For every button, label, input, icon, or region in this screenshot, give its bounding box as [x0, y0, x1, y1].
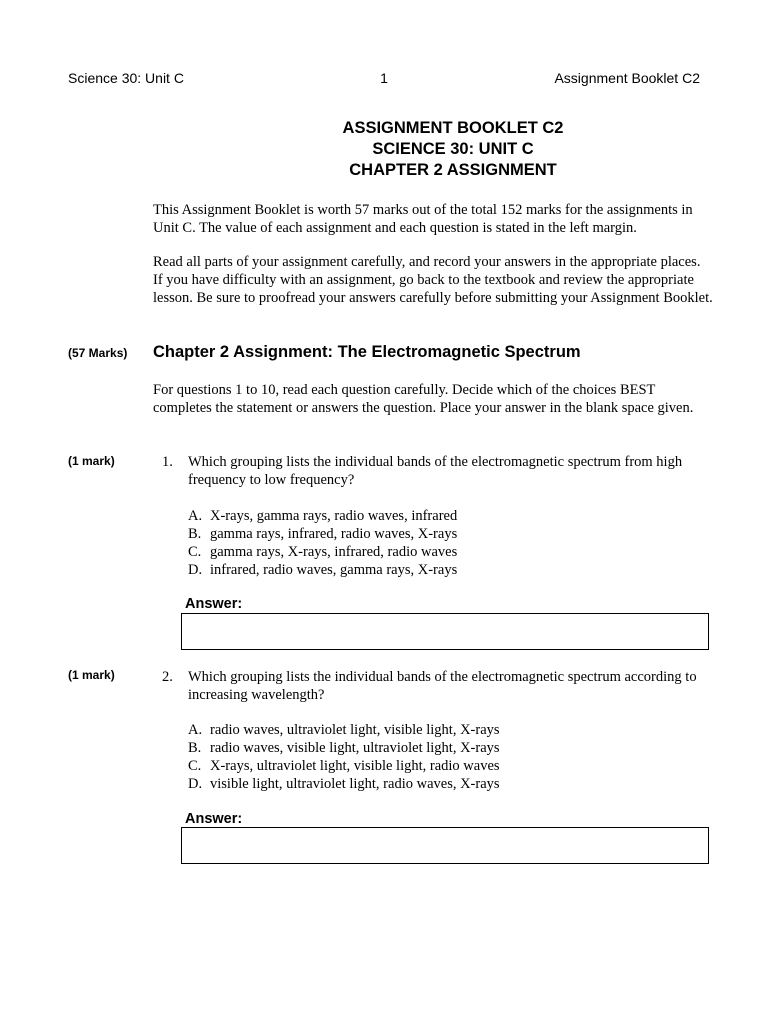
- question-2-choice-d[interactable]: [188, 775, 688, 793]
- choice-text: radio waves, visible light, ultraviolet light, X-rays: [210, 740, 500, 756]
- choice-letter: B.: [188, 740, 202, 756]
- title-line-2: SCIENCE 30: UNIT C: [372, 140, 534, 158]
- question-2-choice-b[interactable]: [188, 739, 688, 757]
- choice-letter: C.: [188, 544, 202, 560]
- question-2-choice-c[interactable]: [188, 757, 688, 775]
- question-1-answer-label: Answer:: [185, 596, 243, 612]
- question-1-choice-d[interactable]: [188, 561, 688, 579]
- question-1-choices: [188, 507, 688, 579]
- question-1-number: 1.: [162, 454, 173, 470]
- intro-paragraph-1: This Assignment Booklet is worth 57 marks out of the total 152 marks for the assignments in Unit C. The value of each assignment and each question is stated in the left margin.: [153, 202, 693, 236]
- choice-text: X-rays, ultraviolet light, visible light, radio waves: [210, 758, 500, 774]
- question-2-answer-field[interactable]: [181, 827, 709, 864]
- choice-letter: A.: [188, 508, 203, 524]
- question-1-choice-a[interactable]: [188, 507, 688, 525]
- choice-text: infrared, radio waves, gamma rays, X-rays: [210, 562, 458, 578]
- question-1-answer-field[interactable]: [181, 613, 709, 650]
- choice-letter: D.: [188, 776, 203, 792]
- section-heading: Chapter 2 Assignment: The Electromagnetic Spectrum: [153, 343, 581, 361]
- question-2-answer-label: Answer:: [185, 811, 243, 827]
- question-1-marks: (1 mark): [68, 454, 115, 468]
- choice-text: radio waves, ultraviolet light, visible light, X-rays: [210, 722, 500, 738]
- choice-text: visible light, ultraviolet light, radio waves, X-rays: [210, 776, 500, 792]
- question-2-marks: (1 mark): [68, 668, 115, 682]
- title-line-1: ASSIGNMENT BOOKLET C2: [342, 119, 564, 137]
- question-1-choice-b[interactable]: [188, 525, 688, 543]
- header-booklet: Assignment Booklet C2: [554, 70, 700, 86]
- choice-letter: B.: [188, 526, 202, 542]
- title-block: [153, 118, 753, 181]
- title-line-3: CHAPTER 2 ASSIGNMENT: [349, 161, 557, 179]
- intro-paragraph-2: Read all parts of your assignment carefully, and record your answers in the appropriate places. If you have difficulty with an assignment, go back to the textbook and review the appropriate lesson. Be sure to proofread your answers carefully before submitting your Assignment Booklet.: [153, 254, 713, 306]
- choice-letter: A.: [188, 722, 203, 738]
- header-course: Science 30: Unit C: [68, 70, 184, 86]
- choice-text: gamma rays, infrared, radio waves, X-rays: [210, 526, 458, 542]
- choice-letter: C.: [188, 758, 202, 774]
- question-2-text: Which grouping lists the individual bands of the electromagnetic spectrum according to increasing wavelength?: [188, 669, 697, 703]
- section-instructions: For questions 1 to 10, read each question carefully. Decide which of the choices BEST completes the statement or answers the question. Place your answer in the blank space given.: [153, 382, 694, 416]
- choice-letter: D.: [188, 562, 203, 578]
- choice-text: gamma rays, X-rays, infrared, radio waves: [210, 544, 458, 560]
- question-2-choices: [188, 721, 688, 793]
- question-1-choice-c[interactable]: [188, 543, 688, 561]
- question-2-number: 2.: [162, 669, 173, 685]
- question-1-text: Which grouping lists the individual bands of the electromagnetic spectrum from high frequency to low frequency?: [188, 454, 683, 488]
- header-page-number: 1: [380, 70, 388, 86]
- question-2-choice-a[interactable]: [188, 721, 688, 739]
- choice-text: X-rays, gamma rays, radio waves, infrared: [210, 508, 458, 524]
- section-marks: (57 Marks): [68, 346, 128, 360]
